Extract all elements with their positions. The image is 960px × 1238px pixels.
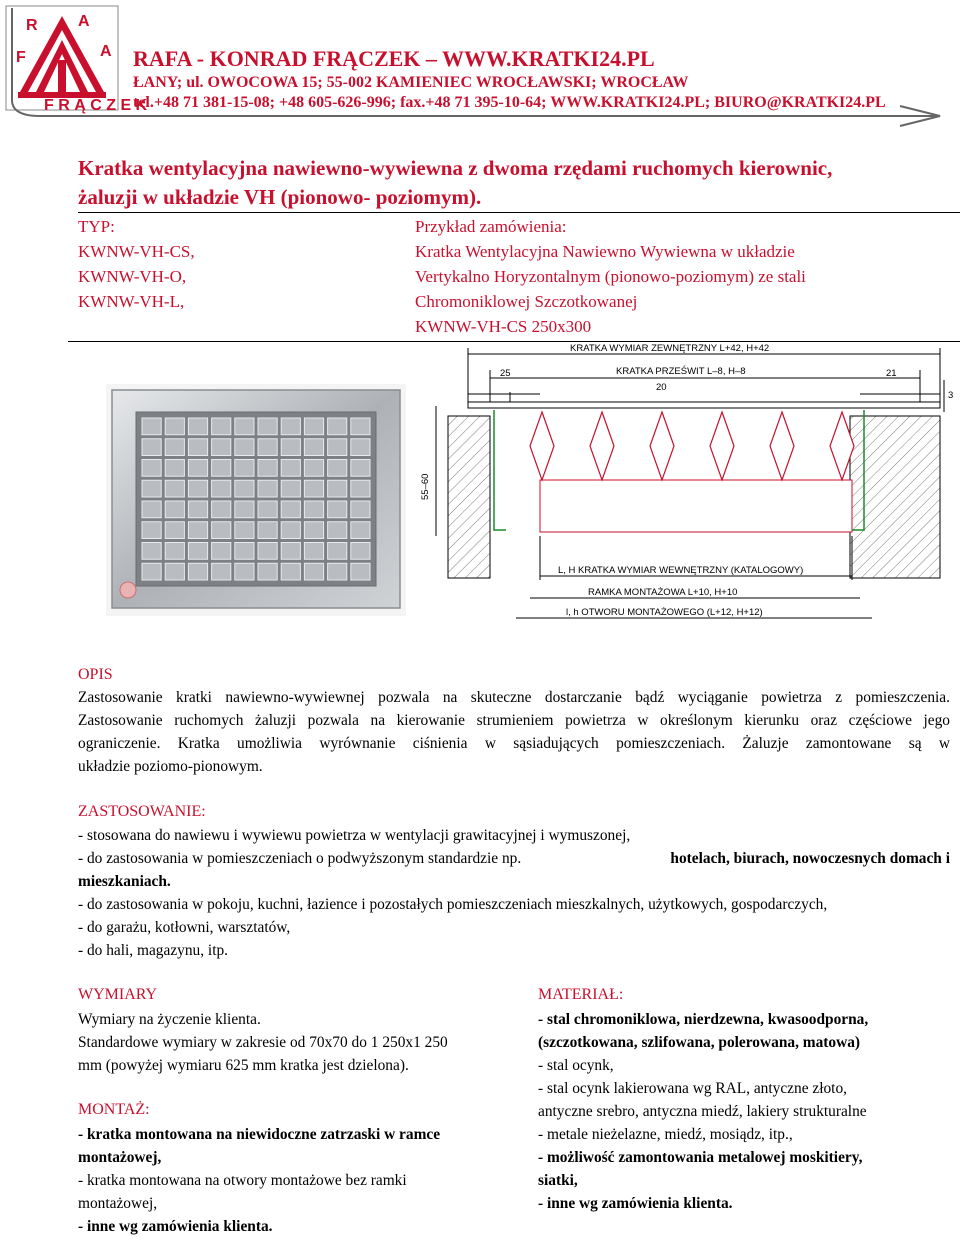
- type-item: KWNW-VH-L,: [78, 292, 185, 311]
- louvre-cell: [304, 501, 323, 518]
- louvre-cell: [212, 418, 231, 435]
- opis-heading: OPIS: [78, 666, 113, 683]
- dim-inner-label: L, H KRATKA WYMIAR WEWNĘTRZNY (KATALOGOWY): [558, 565, 804, 576]
- louvre-cell: [281, 543, 300, 560]
- louvre-cell: [351, 418, 370, 435]
- opis-line: układzie poziomo-pionowym.: [78, 758, 263, 775]
- dim-outer-label: KRATKA WYMIAR ZEWNĘTRZNY L+42, H+42: [570, 343, 770, 354]
- product-title-line2: żaluzji w układzie VH (pionowo- poziomym).: [78, 185, 482, 209]
- svg-text:F R Ą C Z E K: F R Ą C Z E K: [44, 97, 148, 114]
- material-line: - stal ocynk,: [538, 1057, 614, 1074]
- louvre-cell: [142, 460, 161, 477]
- material-line: siatki,: [538, 1172, 578, 1189]
- wymiary-line: Wymiary na życzenie klienta.: [78, 1011, 261, 1028]
- louvre-cell: [258, 543, 277, 560]
- louvre-cell: [258, 563, 277, 580]
- louvre-cell: [351, 460, 370, 477]
- louvre-cell: [304, 522, 323, 539]
- montaz-line: - kratka montowana na otwory montażowe bez ramki: [78, 1172, 407, 1189]
- louvre-cell: [235, 418, 254, 435]
- louvre-cell: [165, 522, 184, 539]
- louvre-cell: [281, 418, 300, 435]
- louvre-cell: [235, 480, 254, 497]
- louvre-cell: [281, 439, 300, 456]
- louvre-cell: [235, 439, 254, 456]
- svg-text:A: A: [100, 43, 112, 60]
- dim-mid: 20: [656, 382, 667, 393]
- company-contact: tel.+48 71 381-15-08; +48 605-626-996; fax.+48 71 395-10-64; WWW.KRATKI24.PL; BIURO@KRATKI24.PL: [133, 94, 886, 111]
- zastosowanie-line: - stosowana do nawiewu i wywiewu powietrza w wentylacji grawitacyjnej i wymuszonej,: [78, 827, 631, 844]
- company-name: RAFA - KONRAD FRĄCZEK – WWW.KRATKI24.PL: [133, 46, 655, 71]
- company-address: ŁANY; ul. OWOCOWA 15; 55-002 KAMIENIEC WROCŁAWSKI; WROCŁAW: [133, 74, 689, 91]
- material-heading: MATERIAŁ:: [538, 986, 624, 1003]
- louvre-cell: [281, 563, 300, 580]
- louvre-cell: [142, 543, 161, 560]
- louvre-cell: [304, 563, 323, 580]
- louvre-cell: [142, 439, 161, 456]
- louvre-cell: [351, 543, 370, 560]
- montaz-line: - kratka montowana na niewidoczne zatrzaski w ramce: [78, 1126, 441, 1143]
- louvre-cell: [142, 501, 161, 518]
- opis-line: Zastosowanie kratki nawiewno-wywiewnej pozwala na skuteczne dostarczanie bądź wyciąganie powietrza z pomieszczenia.: [78, 689, 950, 706]
- montaz-heading: MONTAŻ:: [78, 1101, 150, 1118]
- louvre-cell: [188, 543, 207, 560]
- louvre-cell: [351, 563, 370, 580]
- opis-line: Zastosowanie ruchomych żaluzji pozwala na kierowanie strumieniem powietrza w określonym kierunku oraz częściowe jego: [78, 712, 950, 729]
- header-curve-line: [0, 0, 960, 130]
- louvre-cell: [281, 522, 300, 539]
- louvre-cell: [351, 439, 370, 456]
- zastosowanie-line: - do hali, magazynu, itp.: [78, 942, 229, 959]
- order-example-line: Kratka Wentylacyjna Nawiewno Wywiewna w układzie: [415, 242, 795, 261]
- louvre-cell: [351, 480, 370, 497]
- svg-text:R: R: [26, 17, 38, 34]
- louvre-cell: [235, 522, 254, 539]
- louvre-cell: [212, 501, 231, 518]
- louvre-cell: [165, 501, 184, 518]
- svg-text:A: A: [78, 13, 90, 30]
- louvre-cell: [235, 501, 254, 518]
- louvre-cell: [212, 522, 231, 539]
- opis-line: ograniczenie. Kratka umożliwia wyrównanie ciśnienia w sąsiadujących pomieszczeniach. Żaluzje zamontowane są w: [78, 735, 950, 752]
- louvre-cell: [142, 418, 161, 435]
- louvre-cell: [258, 418, 277, 435]
- louvre-cell: [304, 418, 323, 435]
- order-example-line: Chromoniklowej Szczotkowanej: [415, 292, 638, 311]
- louvre-cell: [328, 480, 347, 497]
- type-item: KWNW-VH-CS,: [78, 242, 195, 261]
- svg-text:F: F: [16, 49, 26, 66]
- louvre-cell: [165, 480, 184, 497]
- louvre-cell: [235, 460, 254, 477]
- montaz-line: - inne wg zamówienia klienta.: [78, 1218, 273, 1235]
- louvre-cell: [328, 563, 347, 580]
- type-label: TYP:: [78, 217, 115, 236]
- louvre-cell: [165, 460, 184, 477]
- louvre-cell: [142, 522, 161, 539]
- order-example-label: Przykład zamówienia:: [415, 217, 567, 236]
- louvre-cell: [188, 563, 207, 580]
- louvre-cell: [258, 501, 277, 518]
- louvre-cell: [328, 522, 347, 539]
- dim-clear-label: KRATKA PRZEŚWIT L–8, H–8: [616, 366, 746, 377]
- dim-right: 21: [886, 368, 897, 379]
- zastosowanie-line: - do zastosowania w pokoju, kuchni, łazience i pozostałych pomieszczeniach mieszkalnych, użytkowych, gospodarczych,: [78, 896, 828, 913]
- montaz-line: montażowej,: [78, 1195, 158, 1212]
- wymiary-heading: WYMIARY: [78, 986, 158, 1003]
- louvre-cell: [304, 460, 323, 477]
- wymiary-line: Standardowe wymiary w zakresie od 70x70 do 1 250x1 250: [78, 1034, 448, 1051]
- louvre-cell: [142, 480, 161, 497]
- louvre-cell: [258, 480, 277, 497]
- grille-photo: [106, 384, 406, 616]
- louvre-cell: [235, 563, 254, 580]
- louvre-cell: [258, 460, 277, 477]
- zastosowanie-line: [78, 847, 950, 870]
- louvre-cell: [188, 522, 207, 539]
- material-line: - metale nieżelazne, miedź, mosiądz, itp.,: [538, 1126, 793, 1143]
- type-item: KWNW-VH-O,: [78, 267, 187, 286]
- wymiary-line: mm (powyżej wymiaru 625 mm kratka jest dzielona).: [78, 1057, 409, 1074]
- louvre-cell: [328, 460, 347, 477]
- louvre-cell: [165, 439, 184, 456]
- material-line: - inne wg zamówienia klienta.: [538, 1195, 733, 1212]
- dim-side: 55–60: [420, 473, 431, 500]
- louvre-cell: [351, 501, 370, 518]
- louvre-cell: [188, 418, 207, 435]
- zastosowanie-line: - do garażu, kotłowni, warsztatów,: [78, 919, 291, 936]
- zastosowanie-line: mieszkaniach.: [78, 873, 171, 890]
- louvre-cell: [212, 480, 231, 497]
- dim-top: 3: [948, 390, 954, 401]
- louvre-cell: [304, 480, 323, 497]
- louvre-cell: [304, 439, 323, 456]
- order-example-code: KWNW-VH-CS 250x300: [415, 317, 592, 336]
- material-line: - stal chromoniklowa, nierdzewna, kwasoodporna,: [538, 1011, 869, 1028]
- zastosowanie-examples: hotelach, biurach, nowoczesnych domach i: [670, 850, 950, 867]
- zastosowanie-heading: ZASTOSOWANIE:: [78, 803, 206, 820]
- louvre-cell: [188, 480, 207, 497]
- product-title-line1: Kratka wentylacyjna nawiewno-wywiewna z dwoma rzędami ruchomych kierownic,: [78, 156, 833, 180]
- louvre-cell: [281, 460, 300, 477]
- louvre-cell: [235, 543, 254, 560]
- louvre-cell: [258, 522, 277, 539]
- louvre-cell: [328, 501, 347, 518]
- louvre-cell: [328, 418, 347, 435]
- louvre-cell: [188, 460, 207, 477]
- dim-opening-label: l, h OTWORU MONTAŻOWEGO (L+12, H+12): [566, 607, 763, 618]
- louvre-cell: [212, 439, 231, 456]
- louvre-cell: [165, 543, 184, 560]
- dim-left: 25: [500, 368, 511, 379]
- order-example-line: Vertykalno Horyzontalnym (pionowo-poziomym) ze stali: [415, 267, 806, 286]
- louvre-cell: [212, 460, 231, 477]
- montaz-line: montażowej,: [78, 1149, 162, 1166]
- louvre-cell: [328, 543, 347, 560]
- material-line: - stal ocynk lakierowana wg RAL, antyczne złoto,: [538, 1080, 847, 1097]
- louvre-cell: [258, 439, 277, 456]
- louvre-cell: [165, 418, 184, 435]
- louvre-cell: [188, 501, 207, 518]
- zastosowanie-text: - do zastosowania w pomieszczeniach o podwyższonym standardzie np.: [78, 850, 522, 867]
- material-line: antyczne srebro, antyczna miedź, lakiery strukturalne: [538, 1103, 867, 1120]
- material-line: (szczotkowana, szlifowana, polerowana, matowa): [538, 1034, 861, 1051]
- louvre-cell: [212, 563, 231, 580]
- title-divider: [78, 212, 960, 213]
- louvre-cell: [165, 563, 184, 580]
- louvre-cell: [281, 480, 300, 497]
- louvre-cell: [188, 439, 207, 456]
- dim-frame-label: RAMKA MONTAŻOWA L+10, H+10: [588, 587, 738, 598]
- louvre-cell: [212, 543, 231, 560]
- technical-drawing: [420, 340, 960, 630]
- louvre-cell: [142, 563, 161, 580]
- louvre-cell: [281, 501, 300, 518]
- louvre-cell: [328, 439, 347, 456]
- material-line: - możliwość zamontowania metalowej moskitiery,: [538, 1149, 863, 1166]
- louvre-cell: [304, 543, 323, 560]
- louvre-cell: [351, 522, 370, 539]
